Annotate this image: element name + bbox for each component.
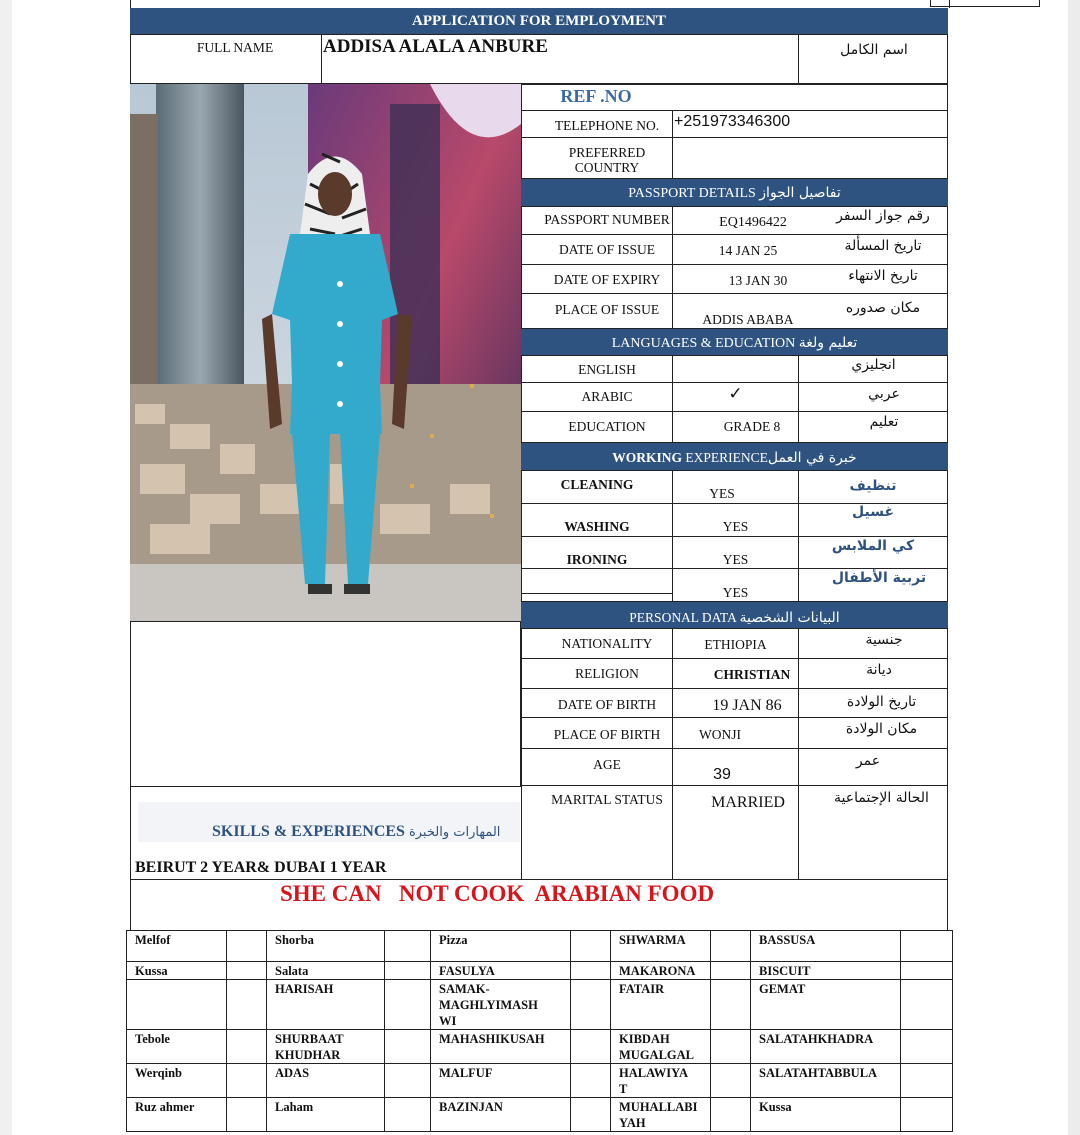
work-header-bold: WORKING <box>612 450 683 465</box>
food-check-cell <box>571 1098 611 1132</box>
full-name-ar: اسم الكامل <box>840 42 908 58</box>
food-item: Pizza <box>431 931 571 962</box>
preferred-label-2: COUNTRY <box>574 160 640 175</box>
food-item: BASSUSA <box>751 931 901 962</box>
page-left-margin <box>0 0 12 1135</box>
education-value: GRADE 8 <box>723 419 781 434</box>
food-check-cell <box>385 931 431 962</box>
food-check-cell <box>385 1064 431 1098</box>
food-row <box>127 1030 953 1064</box>
ironing-label: IRONING <box>566 552 628 567</box>
personal-header-ar: البيانات الشخصية <box>739 610 840 626</box>
food-check-cell <box>385 980 431 1030</box>
form-title: APPLICATION FOR EMPLOYMENT <box>130 8 948 34</box>
food-check-cell <box>571 931 611 962</box>
washing-label: WASHING <box>564 519 630 534</box>
place-issue-value: ADDIS ABABA <box>702 312 794 327</box>
ref-label: REF .NO <box>560 86 632 106</box>
religion-value: CHRISTIAN <box>713 667 791 682</box>
food-item: SALATAHTABBULA <box>751 1064 901 1098</box>
food-item <box>127 980 227 1030</box>
food-check-cell <box>227 962 267 980</box>
food-check-cell <box>227 931 267 962</box>
passport-number-ar: رقم جواز السفر <box>836 208 930 224</box>
skills-label <box>212 823 500 841</box>
nationality-label: NATIONALITY <box>561 636 653 651</box>
food-item: MALFUF <box>431 1064 571 1098</box>
food-item: MUHALLABI YAH <box>611 1098 711 1132</box>
passport-number-value: EQ1496422 <box>719 215 787 230</box>
washing-ar: غسيل <box>851 504 895 520</box>
expiry-ar: تاريخ الانتهاء <box>848 268 918 284</box>
languages-header <box>521 329 948 355</box>
food-row <box>127 1098 953 1132</box>
personal-header <box>521 602 948 628</box>
full-name-value: ADDISA ALALA ANBURE <box>323 36 548 57</box>
preferred-label-1: PREFERRED <box>568 145 646 160</box>
telephone-label: TELEPHONE NO. <box>554 118 660 133</box>
nationality-value: ETHIOPIA <box>704 637 767 652</box>
food-item: Laham <box>267 1098 385 1132</box>
ironing-ar: كي الملابس <box>831 538 915 554</box>
page-right-margin <box>1068 0 1080 1135</box>
food-item: SAMAK- MAGHLYIMASH WI <box>431 980 571 1030</box>
food-check-cell <box>711 1098 751 1132</box>
age-ar: عمر <box>855 753 881 769</box>
passport-header-text: PASSPORT DETAILS <box>628 186 756 201</box>
passport-header <box>521 179 948 206</box>
cook-note: SHE CAN NOT COOK ARABIAN FOOD <box>280 881 715 906</box>
languages-header-text: LANGUAGES & EDUCATION <box>611 336 796 351</box>
food-check-cell <box>711 980 751 1030</box>
preferred-label <box>521 145 693 175</box>
passport-header-ar: تفاصيل الجواز <box>759 185 841 201</box>
dob-ar: تاريخ الولادة <box>846 694 917 710</box>
food-item: Werqinb <box>127 1064 227 1098</box>
food-item: BAZINJAN <box>431 1098 571 1132</box>
education-label: EDUCATION <box>568 419 646 434</box>
education-ar: تعليم <box>869 414 899 430</box>
cleaning-ar: تنظيف <box>849 478 897 494</box>
cleaning-label: CLEANING <box>560 477 634 492</box>
issue-label: DATE OF ISSUE <box>558 242 655 257</box>
expiry-value: 13 JAN 30 <box>728 273 788 288</box>
telephone-value: +251973346300 <box>674 113 791 130</box>
food-check-cell <box>227 980 267 1030</box>
food-table <box>126 930 953 1132</box>
marital-value: MARRIED <box>711 794 785 811</box>
cleaning-value: YES <box>709 486 735 501</box>
marital-ar: الحالة الإجتماعية <box>834 790 929 806</box>
arabic-checkmark: ✓ <box>728 384 743 404</box>
food-check-cell <box>901 1098 953 1132</box>
place-issue-ar: مكان صدوره <box>845 300 921 316</box>
food-item: Ruz ahmer <box>127 1098 227 1132</box>
food-item: Tebole <box>127 1030 227 1064</box>
food-item: Kussa <box>751 1098 901 1132</box>
childcare-value: YES <box>722 585 749 600</box>
dob-value: 19 JAN 86 <box>712 697 782 714</box>
pob-label: PLACE OF BIRTH <box>553 727 661 742</box>
food-item: BISCUIT <box>751 962 901 980</box>
food-item: HALAWIYA T <box>611 1064 711 1098</box>
food-check-cell <box>571 962 611 980</box>
food-item: MAKARONA <box>611 962 711 980</box>
food-check-cell <box>571 1030 611 1064</box>
food-check-cell <box>385 1098 431 1132</box>
pob-ar: مكان الولادة <box>845 721 918 737</box>
food-check-cell <box>385 1030 431 1064</box>
applicant-photo <box>130 84 521 621</box>
food-row <box>127 931 953 962</box>
expiry-label: DATE OF EXPIRY <box>553 272 661 287</box>
skills-label-ar: المهارات والخبرة <box>408 825 501 840</box>
food-item: Salata <box>267 962 385 980</box>
arabic-label: ARABIC <box>581 389 633 404</box>
childcare-ar: تربية الأطفال <box>831 570 927 586</box>
passport-number-label: PASSPORT NUMBER <box>544 212 670 227</box>
personal-header-text: PERSONAL DATA <box>629 610 737 625</box>
religion-ar: ديانة <box>866 662 892 678</box>
place-issue-label: PLACE OF ISSUE <box>554 302 660 317</box>
english-ar: انجليزي <box>851 357 896 373</box>
food-check-cell <box>901 1064 953 1098</box>
english-label: ENGLISH <box>578 362 636 377</box>
food-check-cell <box>901 1030 953 1064</box>
food-check-cell <box>385 962 431 980</box>
food-check-cell <box>227 1098 267 1132</box>
languages-header-ar: تعليم ولغة <box>798 335 858 351</box>
food-item: SALATAHKHADRA <box>751 1030 901 1064</box>
food-check-cell <box>711 931 751 962</box>
food-row <box>127 1064 953 1098</box>
food-check-cell <box>711 1064 751 1098</box>
food-item: KIBDAH MUGALGAL <box>611 1030 711 1064</box>
food-item: Kussa <box>127 962 227 980</box>
food-check-cell <box>711 1030 751 1064</box>
work-header <box>521 443 948 470</box>
full-name-label: FULL NAME <box>196 40 274 55</box>
food-item: Melfof <box>127 931 227 962</box>
work-header-text: EXPERIENCE <box>682 450 768 465</box>
left-blank-cell <box>130 621 521 787</box>
food-item: Shorba <box>267 931 385 962</box>
food-row <box>127 980 953 1030</box>
food-check-cell <box>711 962 751 980</box>
food-item: ADAS <box>267 1064 385 1098</box>
food-check-cell <box>901 980 953 1030</box>
food-check-cell <box>571 1064 611 1098</box>
food-row <box>127 962 953 980</box>
food-check-cell <box>901 962 953 980</box>
food-item: HARISAH <box>267 980 385 1030</box>
food-check-cell <box>571 980 611 1030</box>
food-item: GEMAT <box>751 980 901 1030</box>
skills-label-text: SKILLS & EXPERIENCES <box>212 823 405 840</box>
food-item: MAHASHIKUSAH <box>431 1030 571 1064</box>
food-item: FATAIR <box>611 980 711 1030</box>
age-label: AGE <box>593 757 621 772</box>
ironing-value: YES <box>722 552 749 567</box>
washing-value: YES <box>722 519 749 534</box>
top-edge-strip <box>130 0 950 8</box>
religion-label: RELIGION <box>575 666 639 681</box>
issue-ar: تاريخ المسألة <box>844 238 922 254</box>
pob-value: WONJI <box>699 727 741 742</box>
work-header-ar: خبرة في العمل <box>767 450 857 466</box>
marital-label: MARITAL STATUS <box>551 792 663 807</box>
top-edge-box <box>930 0 1040 7</box>
dob-label: DATE OF BIRTH <box>557 697 657 712</box>
food-item: FASULYA <box>431 962 571 980</box>
food-check-cell <box>227 1064 267 1098</box>
childcare-blank <box>521 568 673 594</box>
issue-value: 14 JAN 25 <box>718 243 778 258</box>
experience-text: BEIRUT 2 YEAR& DUBAI 1 YEAR <box>135 859 387 876</box>
food-check-cell <box>227 1030 267 1064</box>
age-value: 39 <box>713 766 731 783</box>
food-check-cell <box>901 931 953 962</box>
food-item: SHURBAAT KHUDHAR <box>267 1030 385 1064</box>
arabic-ar: عربي <box>868 386 900 402</box>
nationality-ar: جنسية <box>865 632 903 648</box>
food-item: SHWARMA <box>611 931 711 962</box>
